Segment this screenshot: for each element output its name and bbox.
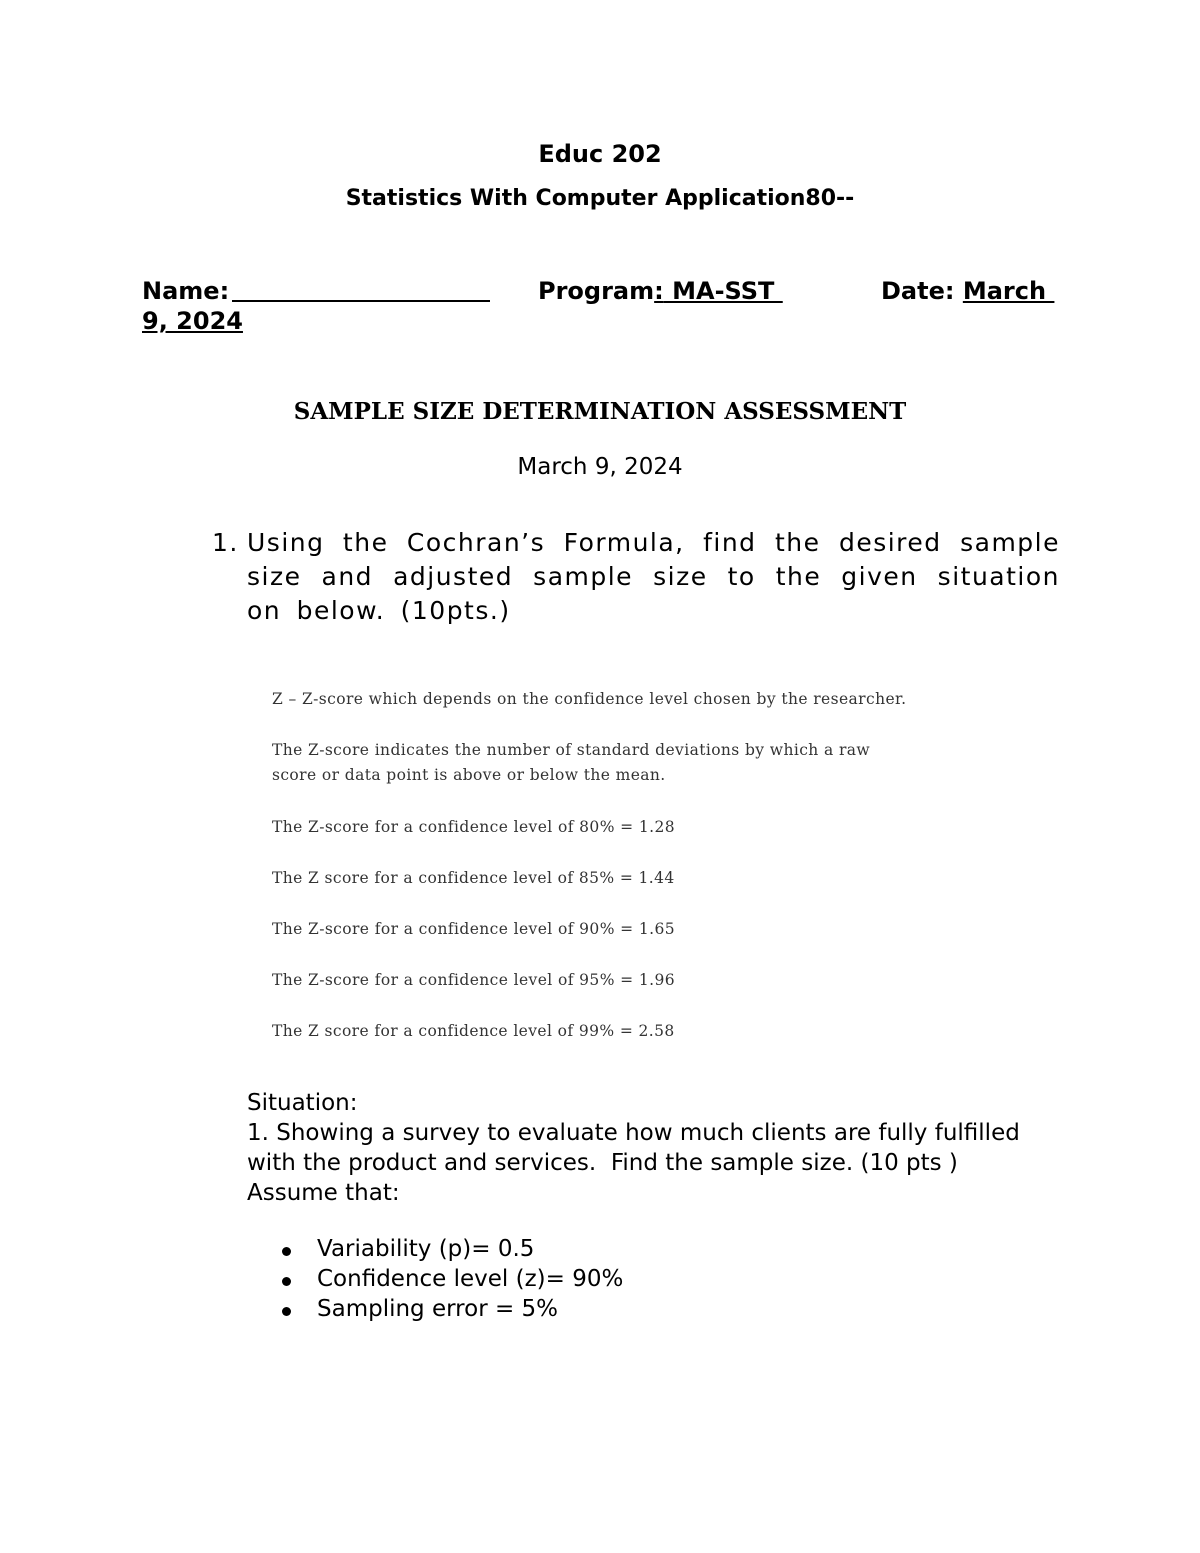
course-code: Educ 202: [538, 140, 662, 168]
question-1-text: Using the Cochran’s Formula, find the desired sample size and adjusted sample size to the given situation on below. (10pts.): [247, 528, 1060, 625]
assessment-date: March 9, 2024: [517, 454, 683, 480]
course-title: Statistics With Computer Application80--: [345, 186, 855, 211]
bullet-icon: [282, 1277, 291, 1286]
zscore-level-80: The Z-score for a confidence level of 80% = 1.28: [272, 818, 675, 836]
situation-line3: Assume that:: [247, 1180, 400, 1206]
name-label: Name:: [142, 277, 230, 305]
zscore-level-95: The Z-score for a confidence level of 95% = 1.96: [272, 971, 675, 989]
zscore-definition: Z – Z-score which depends on the confidence level chosen by the researcher.: [272, 690, 907, 708]
question-1: [212, 526, 1060, 628]
zscore-level-90: The Z-score for a confidence level of 90% = 1.65: [272, 920, 675, 938]
program-field: [538, 277, 783, 305]
situation-label: Situation:: [247, 1090, 358, 1116]
zscore-explanation-line2: score or data point is above or below the mean.: [272, 766, 666, 784]
date-label: Date:: [881, 277, 955, 305]
program-colon: :: [654, 277, 664, 305]
program-label: Program: [538, 277, 655, 305]
zscore-level-99: The Z score for a confidence level of 99% = 2.58: [272, 1022, 675, 1040]
assessment-title: SAMPLE SIZE DETERMINATION ASSESSMENT: [293, 398, 907, 425]
question-1-number: 1.: [212, 528, 239, 557]
assumption-confidence: Confidence level (z)= 90%: [317, 1266, 624, 1292]
date-value-line2: 9, 2024: [142, 307, 243, 335]
name-blank-line: [232, 300, 490, 302]
assumption-variability: Variability (p)= 0.5: [317, 1236, 535, 1262]
zscore-level-85: The Z score for a confidence level of 85% = 1.44: [272, 869, 675, 887]
date-field: [881, 277, 1054, 305]
date-value-line1: March: [962, 277, 1055, 305]
assumption-sampling-error: Sampling error = 5%: [317, 1296, 559, 1322]
bullet-icon: [282, 1247, 291, 1256]
zscore-explanation-line1: The Z-score indicates the number of standard deviations by which a raw: [272, 741, 871, 759]
situation-block: [247, 1088, 1067, 1208]
situation-line1: 1. Showing a survey to evaluate how much clients are fully fulfilled: [247, 1120, 1020, 1146]
bullet-icon: [282, 1307, 291, 1316]
program-value: MA-SST: [663, 277, 783, 305]
situation-line2: with the product and services. Find the sample size. (10 pts ): [247, 1150, 958, 1176]
